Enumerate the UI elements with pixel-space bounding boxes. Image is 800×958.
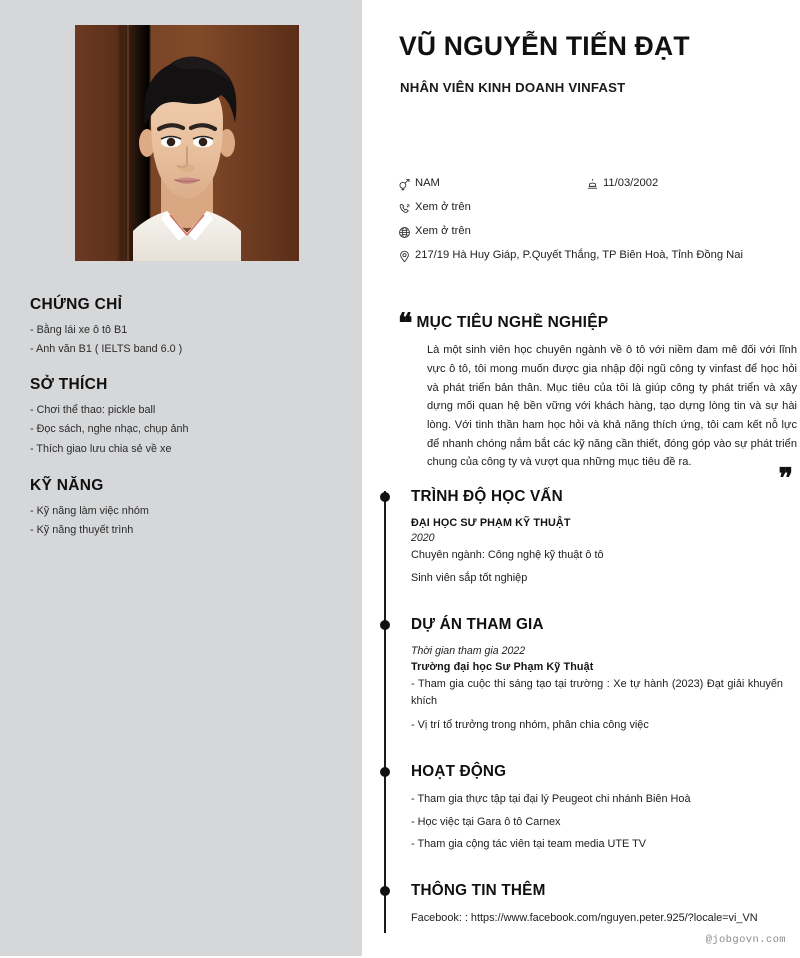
timeline-dot-icon [380,767,390,777]
section-heading-projects: DỰ ÁN THAM GIA [411,615,544,633]
section-heading: SỞ THÍCH [30,376,108,393]
additional-facebook[interactable]: Facebook: : https://www.facebook.com/nguyen.peter.925/?locale=vi_VN [411,912,758,925]
timeline-section-additional [384,882,796,927]
main-column [362,0,800,958]
list-item: - Chơi thể thao: pickle ball [30,404,156,416]
projects-period: Thời gian tham gia 2022 [411,644,526,657]
contact-gender [398,176,586,191]
sidebar [0,0,362,956]
timeline-dot-icon [380,492,390,502]
job-title: NHÂN VIÊN KINH DOANH VINFAST [400,80,626,95]
section-heading: KỸ NĂNG [30,477,104,494]
contact-address-value: 217/19 Hà Huy Giáp, P.Quyết Thắng, TP Biên Hoà, Tỉnh Đồng Nai [415,249,743,261]
timeline-section-education [384,488,796,587]
page-title: VŨ NGUYỄN TIẾN ĐẠT [399,31,690,61]
contact-email-value: Xem ở trên [415,225,471,237]
timeline [384,488,796,934]
timeline-section-activities [384,763,796,853]
list-item: - Bằng lái xe ô tô B1 [30,324,128,336]
contact-row-gender-birthday [398,176,794,191]
phone-icon [398,201,415,215]
contact-phone-value: Xem ở trên [415,201,471,213]
education-status: Sinh viên sắp tốt nghiệp [411,571,528,584]
list-item: - Học việc tại Gara ô tô Carnex [411,815,561,828]
quote-open-icon: ❝ [398,308,413,338]
sidebar-section-certificates [30,296,350,362]
list-item: - Đọc sách, nghe nhạc, chụp ảnh [30,423,189,436]
globe-icon [398,225,415,239]
section-heading: CHỨNG CHỈ [30,296,123,313]
contact-row-phone [398,200,794,215]
profile-photo-image [75,25,299,261]
list-item: - Tham gia thực tập tại đại lý Peugeot chi nhánh Biên Hoà [411,792,691,805]
list-item: - Thích giao lưu chia sẻ về xe [30,442,172,455]
section-heading-activities: HOẠT ĐỘNG [411,762,507,780]
gender-icon [398,177,415,191]
contact-row-email [398,224,794,239]
contact-gender-value: NAM [415,177,440,189]
list-item: - Kỹ năng làm việc nhóm [30,505,149,517]
profile-photo [75,25,299,261]
contact-block [398,176,794,272]
section-heading-objective: MỤC TIÊU NGHỀ NGHIỆP [416,314,609,331]
sidebar-section-skills [30,477,350,543]
location-pin-icon [398,249,415,263]
timeline-dot-icon [380,886,390,896]
list-item: - Tham gia cộng tác viên tại team media UTE TV [411,838,647,851]
timeline-section-projects [384,616,796,734]
sidebar-section-hobbies [30,376,350,461]
education-school: ĐẠI HỌC SƯ PHẠM KỸ THUẬT [411,517,571,529]
contact-birthday [586,176,658,191]
education-year: 2020 [411,532,435,544]
objective-body: Là một sinh viên học chuyên ngành về ô tô với niềm đam mê đối với lĩnh vực ô tô, tôi mong muốn được gia nhập đội ngũ công ty vinfast để học hỏi và phát triển bản thân. Mục tiêu của tôi là giúp công ty phát triển và xây dựng mối quan hệ bền vững với khách hàng, tạo dựng lòng tin và sự hài lòng. Với tinh thần ham học hỏi và khả năng thích ứng, tôi cam kết nỗ lực để nhanh chóng nắm bắt các kỹ năng cần thiết, đóng góp vào sự phát triển chung của công ty và vượt qua những mục tiêu đề ra. [427,344,797,469]
watermark: @jobgovn.com [705,934,786,946]
contact-birthday-value: 11/03/2002 [603,177,659,189]
objective-block [398,308,798,493]
contact-row-address [398,248,794,263]
timeline-dot-icon [380,620,390,630]
birthday-cake-icon [586,177,603,191]
list-item: - Anh văn B1 ( IELTS band 6.0 ) [30,343,183,356]
projects-organization: Trường đại học Sư Phạm Kỹ Thuật [411,660,594,673]
section-heading-additional: THÔNG TIN THÊM [411,882,546,900]
list-item: - Kỹ năng thuyết trình [30,524,134,537]
list-item: - Vị trí tổ trưởng trong nhóm, phân chia công việc [411,718,649,731]
education-major: Chuyên ngành: Công nghệ kỹ thuật ô tô [411,549,604,561]
list-item: - Tham gia cuộc thi sáng tạo tại trường : Xe tự hành (2023) Đạt giải khuyến khích [411,677,783,708]
section-heading-education: TRÌNH ĐỘ HỌC VẤN [411,488,563,505]
quote-close-icon: ❞ [778,463,793,493]
